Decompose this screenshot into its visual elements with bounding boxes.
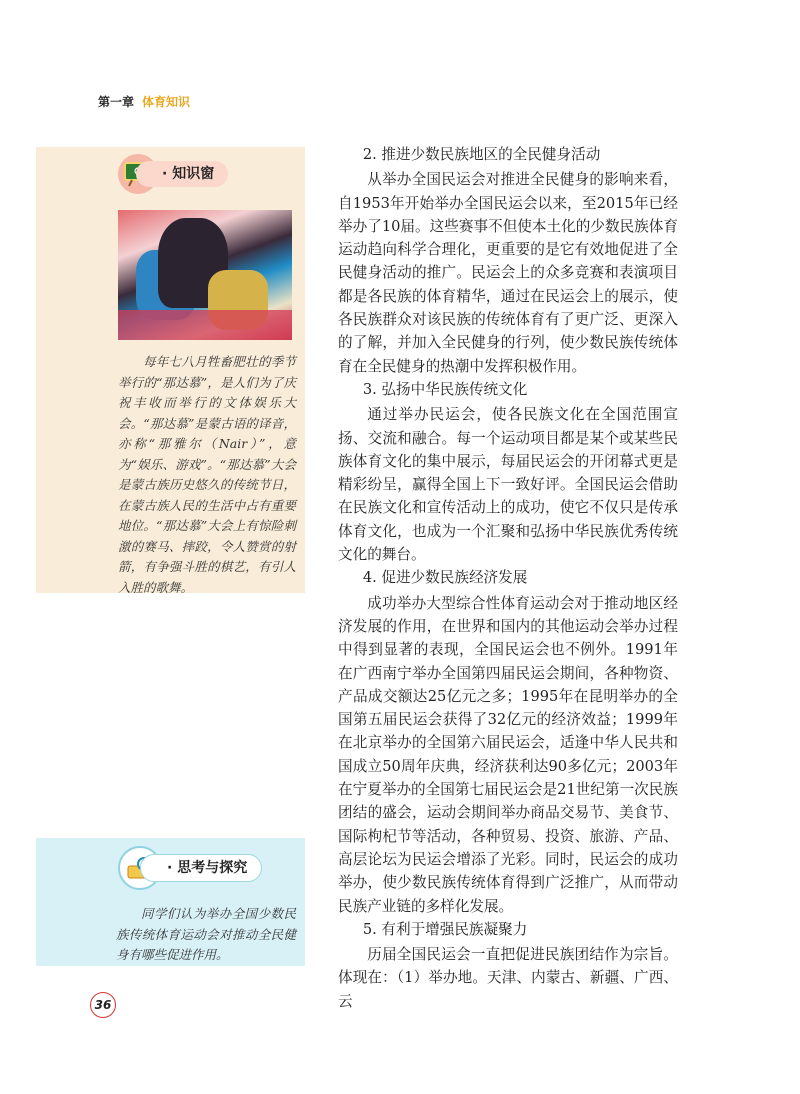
think-explore-text: 同学们认为举办全国少数民族传统体育运动会对推动全民健身有哪些促进作用。 — [116, 906, 296, 962]
chapter-topic: 体育知识 — [142, 95, 191, 109]
main-text-column — [338, 143, 678, 1013]
knowledge-window-title: · 知识窗 — [136, 161, 228, 187]
knowledge-window-badge — [118, 154, 228, 194]
think-explore-title: · 思考与探究 — [140, 854, 262, 882]
section-2-paragraph: 从举办全国民运会对推进全民健身的影响来看，自1953年开始举办全国民运会以来，至2015年已经举办了10届。这些赛事不但使本土化的少数民族体育运动趋向科学合理化，更重要的是它有效地促进了全民健身活动的推广。民运会上的众多竞赛和表演项目都是各民族的体育精华，通过在民运会上的展示，使各民族群众对该民族的传统体育有了更广泛、更深入的了解，并加入全民健身的行列，使少数民族传统体育在全民健身的热潮中发挥积极作用。 — [338, 171, 678, 375]
section-3-heading: 3. 弘扬中华民族传统文化 — [362, 380, 528, 398]
section-4-heading: 4. 促进少数民族经济发展 — [362, 569, 528, 587]
section-3-paragraph: 通过举办民运会，使各民族文化在全国范围宣扬、交流和融合。每一个运动项目都是某个或某些民族体育文化的集中展示，每届民运会的开闭幕式更是精彩纷呈，赢得全国上下一致好评。全国民运会借助在民族文化和宣传活动上的成功，使它不仅只是传承体育文化，也成为一个汇聚和弘扬中华民族优秀传统文化的舞台。 — [338, 406, 678, 564]
page-number: 36 — [90, 992, 116, 1018]
chapter-header — [98, 93, 190, 110]
section-4-paragraph: 成功举办大型综合性体育运动会对于推动地区经济发展的作用，在世界和国内的其他运动会举办过程中得到显著的表现，全国民运会也不例外。1991年在广西南宁举办全国第四届民运会期间，各种物资、产品成交额达25亿元之多；1995年在昆明举办的全国第五届民运会获得了32亿元的经济效益；1999年在北京举办的全国第六届民运会，适逢中华人民共和国成立50周年庆典，经济获利达90多亿元；2003年在宁夏举办的全国第七届民运会是21世纪第一次民族团结的盛会，运动会期间举办商品交易节、美食节、国际枸杞节等活动，各种贸易、投资、旅游、产品、高层论坛为民运会增添了光彩。同时，民运会的成功举办，使少数民族传统体育得到广泛推广，从而带动民族产业链的多样化发展。 — [338, 594, 678, 915]
section-5-paragraph: 历届全国民运会一直把促进民族团结作为宗旨。体现在：（1）举办地。天津、内蒙古、新疆、广西、云 — [338, 946, 678, 1010]
chapter-label: 第一章 — [98, 95, 135, 109]
naadam-wrestling-photo — [118, 210, 292, 340]
section-5-heading: 5. 有利于增强民族凝聚力 — [362, 920, 528, 938]
section-2-heading: 2. 推进少数民族地区的全民健身活动 — [362, 146, 601, 163]
think-explore-badge — [118, 846, 262, 890]
knowledge-window-text: 每年七八月牲畜肥壮的季节举行的“那达慕”，是人们为了庆祝丰收而举行的文体娱乐大会。“那达慕”是蒙古语的译音，亦称“那雅尔（Nair）”，意为“娱乐、游戏”。“那达慕”大会是蒙古族历史悠久的传统节日，在蒙古族人民的生活中占有重要地位。“那达慕”大会上有惊险刺激的赛马、摔跤，令人赞赏的射箭，有争强斗胜的棋艺，有引人入胜的歌舞。 — [118, 354, 296, 595]
